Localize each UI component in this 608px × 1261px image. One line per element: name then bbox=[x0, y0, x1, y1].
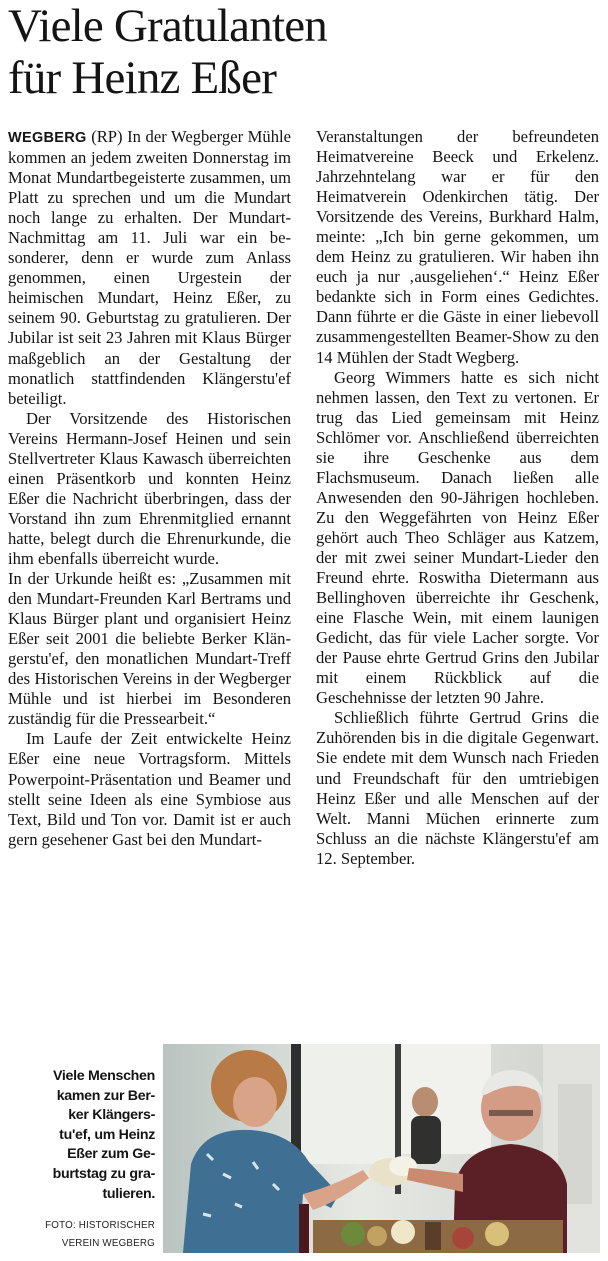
caption-line: ker Klängers- bbox=[68, 1107, 155, 1124]
credit-line: VEREIN WEGBERG bbox=[61, 1238, 155, 1249]
dateline: WEGBERG bbox=[8, 130, 87, 146]
caption-line: Eßer zum Ge- bbox=[67, 1146, 155, 1163]
paragraph-presentation: Im Laufe der Zeit entwickelte Heinz Eßer eine neue Vortragsform. Mittels Powerpoint-Präsentation und Beamer und stellt seine Ideen als eine Symbiose aus Text, Bild und Ton vor. Damit ist er auch gern gesehener Gast bei den Mundart- bbox=[8, 729, 291, 849]
paragraph-presentation-cont: Veranstaltungen der befreundeten Heimatvereine Beeck und Erkelenz. Jahrzehntelang war er für den Heimatverein Odenkirchen tätig. Der Vorsitzende des Vereins, Burkhard Halm, meinte: „Ich bin gerne gekommen, um dem Heinz zu gratulieren. Wir haben ihn euch ja nur ‚ausgeliehen‘.“ Heinz Eßer bedankte sich in Form eines Gedichtes. Dann führte er die Gäste in einer liebevoll zusammengestellten Beamer-Show zu den 14 Mühlen der Stadt Wegberg. bbox=[316, 127, 599, 367]
credit-line: FOTO: HISTORISCHER bbox=[45, 1220, 155, 1231]
caption-line: burtstag zu gra- bbox=[52, 1165, 155, 1182]
photo-credit bbox=[8, 1217, 155, 1253]
paragraph-guests: Georg Wimmers hatte es sich nicht nehmen lassen, den Text zu vertonen. Er trug das Lied gemeinsam mit Heinz Schlömer vor. Anschließend überreichten sie ihre Geschenke aus dem Flachsmuseum. Danach ließen alle Anwesenden den 90-Jährigen hochleben. Zu den Weggefährten von Heinz Eßer gehört auch Theo Schläger aus Katzem, der mit zwei seiner Mundart-Lieder den Freund ehrte. Roswitha Dietermann aus Bellinghoven überreichte ihr Geschenk, eine Flasche Wein, mit einem launigen Gedicht, das für viele Lacher sorgte. Vor der Pause ehrte Gertrud Grins den Jubilar mit einem Rückblick auf die Geschehnisse der letzten 90 Jahre. bbox=[316, 367, 599, 708]
article-column-left bbox=[8, 127, 291, 850]
article-photo bbox=[163, 1044, 600, 1253]
photo-people-gift-handover-icon bbox=[163, 1044, 600, 1253]
paragraph-intro-text: In der Wegberger Mühle kommen an jedem zweiten Donnerstag im Monat Mundartbegeisterte zusammen, um Platt zu sprechen und um die Mundart noch lange zu erhalten. Der Mundart-Nachmittag am 11. Juli war ein besonderer, denn er wurde zum Anlass genommen, einen Urgestein der heimischen Mundart, Heinz Eßer, zu seinem 90. Geburtstag zu gratulieren. Der Jubilar ist seit 23 Jahren mit Klaus Bürger maßgeblich an der Gestaltung der monatlich stattfindenden Klängerstu'ef beteiligt. bbox=[8, 127, 291, 408]
caption-line: kamen zur Ber- bbox=[56, 1087, 155, 1104]
source-tag: (RP) bbox=[86, 127, 128, 146]
photo-caption bbox=[8, 1067, 155, 1204]
headline-line-1: Viele Gratulanten bbox=[8, 0, 327, 52]
headline-line-2: für Heinz Eßer bbox=[8, 52, 277, 104]
paragraph-honorary: Der Vorsitzende des Historischen Vereins Hermann-Josef Heinen und sein Stellvertreter Klaus Kawasch überreichten einen Präsentkorb und konnten Heinz Eßer die Nachricht überbringen, dass der Vorstand ihn zum Ehrenmitglied ernannt hatte, belegt durch die Ehrenurkunde, die ihm ebenfalls überreicht wurde. bbox=[8, 408, 292, 568]
caption-line: tulieren. bbox=[102, 1185, 155, 1202]
paragraph-closing: Schließlich führte Gertrud Grins die Zuhörenden bis in die digitale Gegenwart. Sie endete mit dem Wunsch nach Frieden und Freundschaft für den umtriebigen Heinz Eßer und alle Menschen auf der Welt. Manni Müchen erinnerte zum Schluss an die nächste Klängerstu'ef am 12. September. bbox=[316, 708, 599, 868]
article-column-right bbox=[316, 127, 599, 869]
paragraph-intro bbox=[8, 127, 291, 409]
article-headline bbox=[8, 0, 602, 104]
caption-line: tu'ef, um Heinz bbox=[59, 1126, 155, 1143]
paragraph-certificate: In der Urkunde heißt es: „Zusammen mit den Mundart-Freunden Karl Bertrams und Klaus Bürger plant und organisiert Heinz Eßer seit 2001 die beliebte Berker Klängerstu'ef, den monatlichen Mundart-Treff des Historischen Vereins in der Wegberger Mühle und ist hierbei im Besonderen zuständig für die Pressearbeit.“ bbox=[8, 569, 291, 729]
caption-line: Viele Menschen bbox=[53, 1068, 155, 1084]
